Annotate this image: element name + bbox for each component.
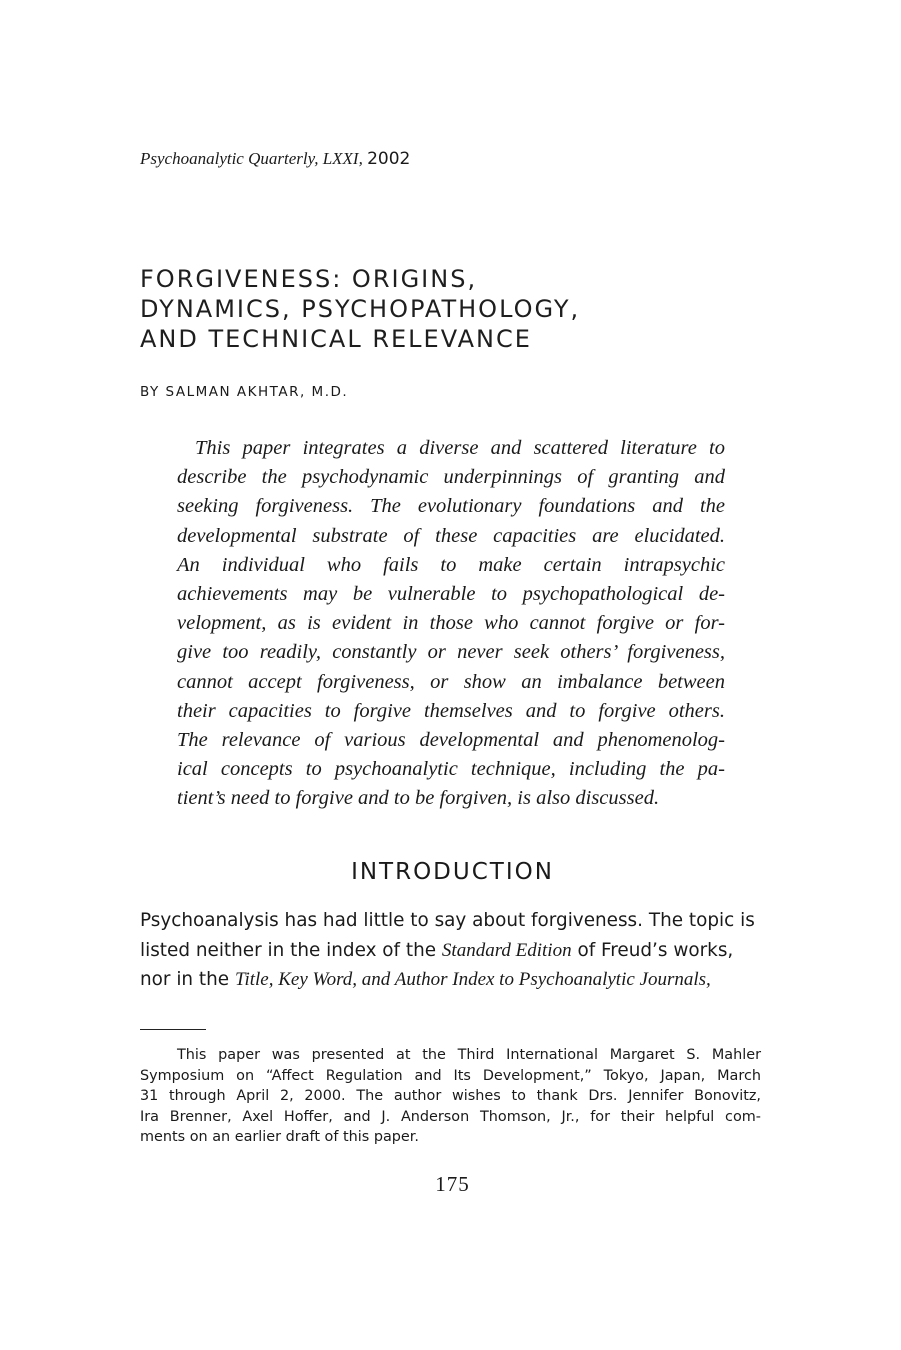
abstract-line: An individual who fails to make certain intrapsychic — [177, 553, 725, 576]
title-line: AND TECHNICAL RELEVANCE — [140, 325, 532, 353]
abstract — [177, 434, 725, 814]
body-text-segment: nor in the — [140, 969, 235, 990]
body-line — [140, 965, 763, 995]
body-line — [140, 936, 763, 966]
footnote-line: This paper was presented at the Third International Margaret S. Mahler — [177, 1047, 761, 1063]
abstract-line: The relevance of various developmental and phenomenolog- — [177, 729, 725, 752]
footnote-divider — [140, 1029, 206, 1030]
author-byline: BY SALMAN AKHTAR, M.D. — [140, 384, 349, 400]
footnote-line: Symposium on “Affect Regulation and Its Development,” Tokyo, Japan, March — [140, 1067, 761, 1084]
journal-name: Psychoanalytic Quarterly, LXXI, — [140, 149, 363, 168]
footnote-line: Ira Brenner, Axel Hoffer, and J. Anderson Thomson, Jr., for their helpful com- — [140, 1108, 761, 1125]
abstract-line: seeking forgiveness. The evolutionary foundations and the — [177, 495, 725, 518]
standard-edition-citation: Standard Edition — [441, 939, 572, 961]
body-text-segment: listed neither in the index of the — [140, 939, 442, 961]
footnote-line: ments on an earlier draft of this paper. — [140, 1129, 419, 1146]
abstract-line: describe the psychodynamic underpinnings of granting and — [177, 466, 725, 489]
journal-citation — [140, 147, 410, 171]
body-line: Psychoanalysis has had little to say about forgiveness. The topic is — [140, 910, 755, 931]
title-line: FORGIVENESS: ORIGINS, — [140, 265, 478, 293]
abstract-line: This paper integrates a diverse and scattered literature to — [195, 437, 725, 459]
title-line: DYNAMICS, PSYCHOPATHOLOGY, — [140, 295, 581, 323]
footnote — [140, 1045, 761, 1148]
footnote-line: 31 through April 2, 2000. The author wishes to thank Drs. Jennifer Bonovitz, — [140, 1088, 761, 1105]
article-title — [140, 264, 580, 354]
section-heading-introduction: INTRODUCTION — [351, 859, 554, 885]
abstract-line: developmental substrate of these capacities are elucidated. — [177, 524, 725, 547]
journal-year: 2002 — [367, 149, 411, 169]
abstract-line: cannot accept forgiveness, or show an imbalance between — [177, 670, 725, 693]
abstract-line: achievements may be vulnerable to psychopathological de- — [177, 583, 725, 606]
index-citation: Title, Key Word, and Author Index to Psychoanalytic Journals, — [234, 969, 711, 990]
abstract-line: ical concepts to psychoanalytic technique, including the pa- — [177, 758, 725, 781]
page-number: 175 — [435, 1172, 470, 1196]
abstract-line: velopment, as is evident in those who cannot forgive or for- — [177, 612, 725, 635]
abstract-line: their capacities to forgive themselves and to forgive others. — [177, 699, 725, 722]
abstract-line: give too readily, constantly or never seek others’ forgiveness, — [177, 641, 725, 664]
body-text-segment: of Freud’s works, — [571, 939, 734, 961]
introduction-paragraph — [140, 906, 763, 995]
abstract-line: tient’s need to forgive and to be forgiven, is also discussed. — [177, 787, 660, 810]
